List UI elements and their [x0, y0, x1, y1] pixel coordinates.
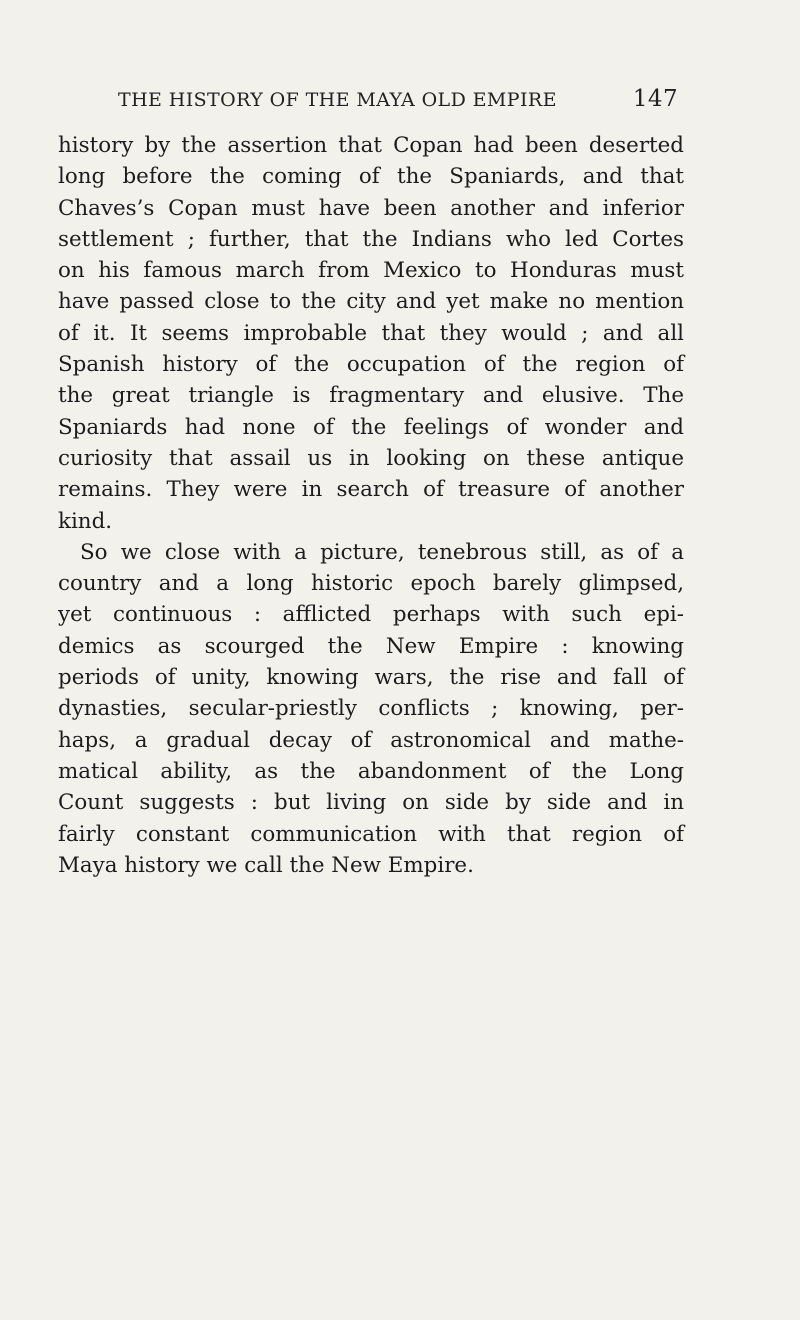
text-line: yet continuous : afflicted perhaps with such epi-: [58, 602, 684, 628]
text-line: Chaves’s Copan must have been another and inferior: [58, 195, 684, 221]
text-line: demics as scourged the New Empire : knowing: [58, 633, 684, 659]
text-line: of it. It seems improbable that they would ; and all: [58, 320, 684, 346]
text-line: Spanish history of the occupation of the region of: [58, 352, 684, 378]
text-line: the great triangle is fragmentary and elusive. The: [58, 383, 684, 409]
body-text: [58, 130, 684, 881]
text-line: Spaniards had none of the feelings of wonder and: [58, 414, 684, 440]
running-title: THE HISTORY OF THE MAYA OLD EMPIRE: [118, 89, 557, 111]
text-line: haps, a gradual decay of astronomical and mathe-: [58, 727, 684, 753]
text-line: history by the assertion that Copan had been deserted: [58, 133, 684, 158]
text-line: Count suggests : but living on side by side and in: [58, 790, 684, 816]
text-line: curiosity that assail us in looking on these antique: [58, 445, 684, 471]
text-line: remains. They were in search of treasure of another: [58, 477, 684, 503]
text-line: fairly constant communication with that region of: [58, 821, 684, 847]
text-line: country and a long historic epoch barely glimpsed,: [58, 571, 684, 597]
running-head: [118, 86, 678, 119]
page-number: 147: [632, 86, 678, 112]
paragraph: [58, 537, 684, 881]
text-line: Maya history we call the New Empire.: [58, 852, 474, 878]
text-line: on his famous march from Mexico to Honduras must: [58, 258, 684, 284]
text-line: matical ability, as the abandonment of the Long: [58, 758, 684, 784]
text-line: So we close with a picture, tenebrous still, as of a: [80, 539, 684, 565]
paragraph: [58, 130, 684, 537]
text-line: long before the coming of the Spaniards, and that: [58, 164, 684, 190]
text-line: settlement ; further, that the Indians who led Cortes: [58, 226, 684, 252]
text-line: kind.: [58, 508, 113, 534]
text-line: periods of unity, knowing wars, the rise and fall of: [58, 665, 684, 691]
text-line: dynasties, secular-priestly conflicts ; knowing, per-: [58, 696, 684, 722]
text-line: have passed close to the city and yet make no mention: [58, 289, 684, 315]
